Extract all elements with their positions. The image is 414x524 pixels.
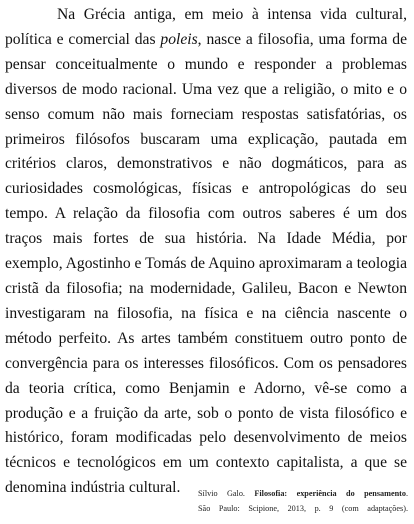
passage-emphasis: poleis: [160, 30, 198, 48]
citation-line-2: São Paulo: Scipione, 2013, p. 9 (com adaptações).: [198, 504, 408, 513]
passage-part-1: Na Grécia antiga, em meio à intensa vida cultural, política e comercial das: [5, 6, 407, 48]
citation-line-1: [198, 486, 408, 501]
passage-text: [5, 3, 407, 501]
citation-title-end: .: [405, 489, 409, 498]
passage-part-2: , nasce a filosofia, uma forma de pensar conceitualmente o mundo e responder a problemas diversos de modo racional. Uma vez que a religião, o mito e o senso comum não mais forneciam respostas satisfatórias, os primeiros filósofos buscaram uma explicação, pautada em critérios claros, demonstrativos e não dogmáticos, para as curiosidades cosmológicas, físicas e antropológicas do seu tempo. A relação da filosofia com outros saberes é um dos traços mais fortes de sua história. Na Idade Média, por exemplo, Agostinho e Tomás de Aquino aproximaram a teologia cristã da filosofia; na modernidade, Galileu, Bacon e Newton investigaram na filosofia, na física e na ciência nascente o método perfeito. As artes também constituem outro ponto de convergência para os interesses filosóficos. Com os pensadores da teoria crítica, como Benjamin e Adorno, vê-se como a produção e a fruição da arte, sob o ponto de vista filosófico e histórico, foram modificadas pelo desenvolvimento de meios técnicos e tecnológicos em um contexto capitalista, a que se denomina indústria cultural.: [5, 30, 407, 497]
citation-title: Filosofia: experiência do pensamento: [254, 489, 406, 498]
citation-author: Sílvio Galo.: [198, 489, 245, 498]
source-citation: [198, 486, 408, 516]
